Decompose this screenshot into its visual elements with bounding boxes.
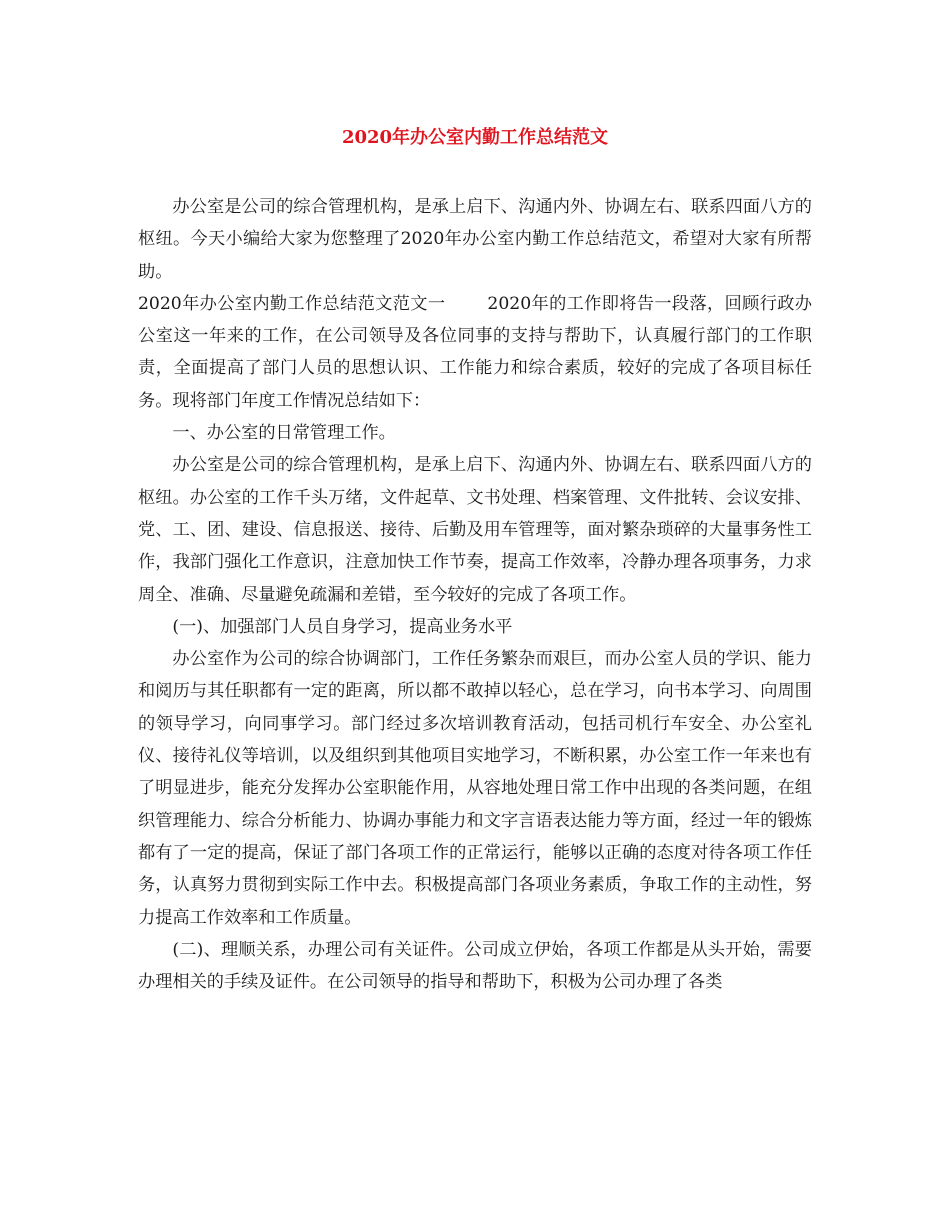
sample-opening-text: 2020年的工作即将告一段落，回顾行政办公室这一年来的工作，在公司领导及各位同事的支持与帮助下，认真履行部门的工作职责，全面提高了部门人员的思想认识、工作能力和综合素质，较好的完成了各项目标任务。现将部门年度工作情况总结如下： bbox=[138, 293, 812, 411]
daily-management-paragraph: 办公室是公司的综合管理机构，是承上启下、沟通内外、协调左右、联系四面八方的枢纽。办公室的工作千头万绪，文件起草、文书处理、档案管理、文件批转、会议安排、党、工、团、建设、信息报送、接待、后勤及用车管理等，面对繁杂琐碎的大量事务性工作，我部门强化工作意识，注意加快工作节奏，提高工作效率，冷静办理各项事务，力求周全、准确、尽量避免疏漏和差错，至今较好的完成了各项工作。 bbox=[138, 455, 812, 605]
heading-daily-management: 一、办公室的日常管理工作。 bbox=[172, 423, 396, 444]
sample-heading: 2020年办公室内勤工作总结范文范文一 bbox=[138, 293, 446, 314]
document-body bbox=[138, 191, 812, 998]
heading-study: (一)、加强部门人员自身学习，提高业务水平 bbox=[172, 616, 513, 637]
document-title: 2020年办公室内勤工作总结范文 bbox=[341, 127, 609, 148]
section-heading-paragraph bbox=[138, 288, 812, 417]
intro-paragraph: 办公室是公司的综合管理机构，是承上启下、沟通内外、协调左右、联系四面八方的枢纽。今天小编给大家为您整理了2020年办公室内勤工作总结范文，希望对大家有所帮助。 bbox=[138, 197, 812, 282]
certificates-paragraph: (二)、理顺关系，办理公司有关证件。公司成立伊始，各项工作都是从头开始，需要办理相关的手续及证件。在公司领导的指导和帮助下，积极为公司办理了各类 bbox=[138, 939, 812, 993]
study-paragraph: 办公室作为公司的综合协调部门，工作任务繁杂而艰巨，而办公室人员的学识、能力和阅历与其任职都有一定的距离，所以都不敢掉以轻心，总在学习，向书本学习、向周围的领导学习，向同事学习。部门经过多次培训教育活动，包括司机行车安全、办公室礼仪、接待礼仪等培训，以及组织到其他项目实地学习，不断积累，办公室工作一年来也有了明显进步，能充分发挥办公室职能作用，从容地处理日常工作中出现的各类问题，在组织管理能力、综合分析能力、协调办事能力和文字言语表达能力等方面，经过一年的锻炼都有了一定的提高，保证了部门各项工作的正常运行，能够以正确的态度对待各项工作任务，认真努力贯彻到实际工作中去。积极提高部门各项业务素质，争取工作的主动性，努力提高工作效率和工作质量。 bbox=[138, 649, 812, 928]
